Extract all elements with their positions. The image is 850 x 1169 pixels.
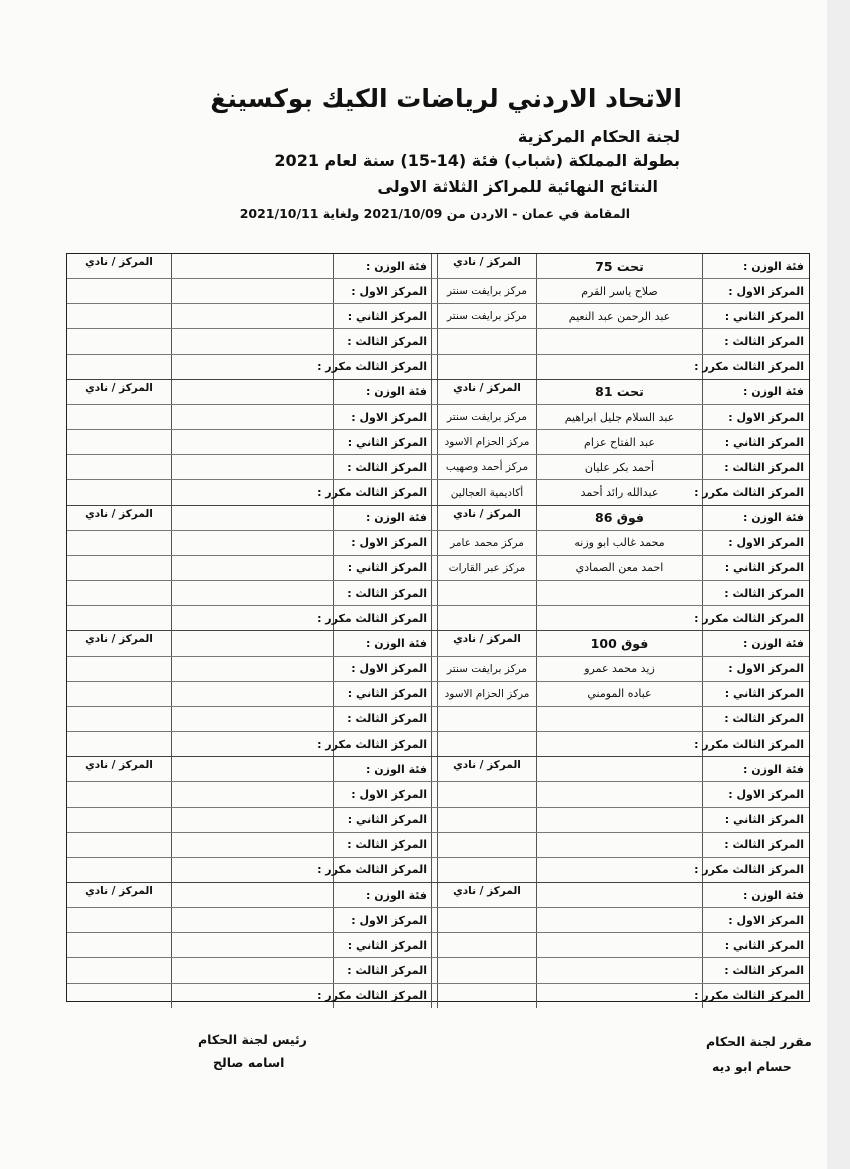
weight-block (67, 254, 809, 380)
athlete-name (536, 908, 702, 932)
athlete-name (171, 355, 333, 379)
athlete-name (171, 279, 333, 303)
club-name (67, 531, 171, 555)
athlete-name: عبد الرحمن عبد النعيم (536, 304, 702, 328)
weight-value: فوق 100 (536, 631, 702, 655)
column-gap (431, 757, 437, 781)
place-label: المركز الثاني : (333, 304, 431, 328)
club-name (437, 329, 536, 353)
place-label: المركز الثالث : (702, 581, 809, 605)
place-row (67, 984, 809, 1008)
club-name (67, 933, 171, 957)
column-gap (431, 506, 437, 530)
athlete-name (536, 808, 702, 832)
place-label: المركز الثاني : (333, 808, 431, 832)
place-label: المركز الثاني : (702, 933, 809, 957)
club-header: المركز / نادي (85, 884, 153, 897)
club-name: مركز برايفت سنتر (437, 279, 536, 303)
athlete-name (171, 556, 333, 580)
weight-value (171, 631, 333, 655)
club-header: المركز / نادي (437, 506, 536, 530)
column-gap (431, 556, 437, 580)
athlete-name (171, 329, 333, 353)
place-row (67, 304, 809, 329)
athlete-name (171, 405, 333, 429)
place-row (67, 279, 809, 304)
place-label: المركز الثالث : (702, 707, 809, 731)
club-name (437, 908, 536, 932)
athlete-name: احمد معن الصمادي (536, 556, 702, 580)
place-label: المركز الاول : (333, 908, 431, 932)
place-row (67, 808, 809, 833)
weight-value (171, 254, 333, 278)
place-label: المركز الثالث مكرر : (333, 480, 431, 504)
place-label: المركز الاول : (702, 405, 809, 429)
athlete-name (536, 782, 702, 806)
place-label: المركز الثالث مكرر : (333, 606, 431, 630)
club-name (67, 405, 171, 429)
place-row (67, 782, 809, 807)
weight-value (171, 506, 333, 530)
athlete-name (536, 958, 702, 982)
column-gap (431, 480, 437, 504)
club-header: المركز / نادي (437, 631, 536, 655)
club-name (437, 732, 536, 756)
athlete-name (171, 531, 333, 555)
rapporteur-name: حسام ابو ديه (712, 1059, 792, 1074)
weight-row (67, 380, 809, 405)
athlete-name (536, 858, 702, 882)
place-row (67, 581, 809, 606)
club-header: المركز / نادي (85, 256, 153, 268)
place-label: المركز الثالث مكرر : (333, 732, 431, 756)
club-name (437, 782, 536, 806)
club-name (67, 304, 171, 328)
place-label: المركز الثالث : (702, 833, 809, 857)
place-row (67, 833, 809, 858)
place-row (67, 682, 809, 707)
place-label: المركز الثالث مكرر : (702, 480, 809, 504)
place-row (67, 531, 809, 556)
place-label: المركز الثالث مكرر : (702, 732, 809, 756)
column-gap (431, 254, 437, 278)
club-name (437, 581, 536, 605)
place-label: المركز الاول : (333, 657, 431, 681)
athlete-name (171, 606, 333, 630)
athlete-name: عباده المومني (536, 682, 702, 706)
head-name: اسامه صالح (213, 1055, 285, 1070)
place-row (67, 707, 809, 732)
club-name (67, 606, 171, 630)
column-gap (431, 808, 437, 832)
federation-title: الاتحاد الاردني لرياضات الكيك بوكسينغ (210, 84, 682, 113)
place-row (67, 958, 809, 983)
weight-label: فئة الوزن : (702, 883, 809, 907)
athlete-name (536, 933, 702, 957)
place-label: المركز الثاني : (333, 556, 431, 580)
column-gap (431, 707, 437, 731)
place-label: المركز الثاني : (702, 808, 809, 832)
club-name (67, 279, 171, 303)
weight-label: فئة الوزن : (702, 380, 809, 404)
head-title: رئيس لجنة الحكام (198, 1032, 307, 1047)
club-name (67, 984, 171, 1008)
athlete-name (171, 430, 333, 454)
athlete-name (171, 480, 333, 504)
club-header: المركز / نادي (85, 381, 153, 394)
club-header: المركز / نادي (437, 380, 536, 404)
place-row (67, 858, 809, 882)
club-name (437, 606, 536, 630)
place-label: المركز الثالث مكرر : (333, 858, 431, 882)
place-label: المركز الثالث : (333, 833, 431, 857)
place-label: المركز الاول : (333, 531, 431, 555)
column-gap (431, 732, 437, 756)
weight-value: تحت 81 (536, 380, 702, 404)
place-row (67, 732, 809, 756)
place-label: المركز الثاني : (333, 430, 431, 454)
column-gap (431, 380, 437, 404)
club-name (67, 329, 171, 353)
club-name (67, 908, 171, 932)
club-name: مركز برايفت سنتر (437, 304, 536, 328)
place-label: المركز الثالث : (333, 581, 431, 605)
club-name: مركز الحزام الاسود (437, 430, 536, 454)
athlete-name (536, 606, 702, 630)
weight-value (171, 757, 333, 781)
column-gap (431, 329, 437, 353)
weight-block (67, 757, 809, 883)
column-gap (431, 455, 437, 479)
weight-label: فئة الوزن : (333, 506, 431, 530)
column-gap (431, 682, 437, 706)
club-name (437, 958, 536, 982)
club-name: مركز محمد عامر (437, 531, 536, 555)
weight-value (171, 380, 333, 404)
place-label: المركز الثاني : (333, 933, 431, 957)
column-gap (431, 355, 437, 379)
weight-label: فئة الوزن : (333, 631, 431, 655)
club-name (67, 858, 171, 882)
club-name (67, 430, 171, 454)
rapporteur-title: مقرر لجنة الحكام (706, 1034, 812, 1049)
place-row (67, 480, 809, 504)
column-gap (431, 657, 437, 681)
club-header: المركز / نادي (437, 757, 536, 781)
place-label: المركز الاول : (333, 279, 431, 303)
championship-title: بطولة المملكة (شباب) فئة (14-15) سنة لعام 2021 (274, 151, 680, 170)
athlete-name (536, 329, 702, 353)
weight-label: فئة الوزن : (702, 254, 809, 278)
results-table (66, 253, 810, 1002)
athlete-name: أحمد بكر عليان (536, 455, 702, 479)
athlete-name (171, 707, 333, 731)
place-label: المركز الثاني : (702, 682, 809, 706)
club-name (67, 958, 171, 982)
place-row (67, 329, 809, 354)
club-name: مركز أحمد وصهيب (437, 455, 536, 479)
place-label: المركز الاول : (702, 531, 809, 555)
place-row (67, 606, 809, 630)
place-label: المركز الثالث مكرر : (702, 984, 809, 1008)
athlete-name: عبد الفتاح عزام (536, 430, 702, 454)
column-gap (431, 405, 437, 429)
place-label: المركز الاول : (333, 782, 431, 806)
athlete-name (171, 808, 333, 832)
athlete-name (536, 732, 702, 756)
club-name (67, 732, 171, 756)
club-name: أكاديمية العجالين (437, 480, 536, 504)
weight-block (67, 506, 809, 632)
athlete-name (171, 933, 333, 957)
club-header: المركز / نادي (85, 759, 153, 772)
place-label: المركز الثالث : (333, 958, 431, 982)
athlete-name (171, 304, 333, 328)
column-gap (431, 304, 437, 328)
place-label: المركز الثاني : (702, 304, 809, 328)
place-label: المركز الثالث : (702, 455, 809, 479)
column-gap (431, 883, 437, 907)
place-row (67, 933, 809, 958)
place-row (67, 430, 809, 455)
athlete-name (536, 355, 702, 379)
place-label: المركز الاول : (702, 782, 809, 806)
place-row (67, 908, 809, 933)
club-name (67, 707, 171, 731)
place-label: المركز الثالث مكرر : (702, 355, 809, 379)
club-header: المركز / نادي (85, 507, 153, 520)
athlete-name (171, 455, 333, 479)
weight-label: فئة الوزن : (333, 254, 431, 278)
column-gap (431, 782, 437, 806)
weight-row (67, 883, 809, 908)
club-name (437, 933, 536, 957)
place-row (67, 556, 809, 581)
weight-row (67, 254, 809, 279)
athlete-name: عبد السلام جليل ابراهيم (536, 405, 702, 429)
column-gap (431, 606, 437, 630)
athlete-name (171, 782, 333, 806)
place-row (67, 657, 809, 682)
club-name: مركز برايفت سنتر (437, 657, 536, 681)
weight-label: فئة الوزن : (702, 757, 809, 781)
athlete-name (536, 707, 702, 731)
club-header: المركز / نادي (437, 883, 536, 907)
weight-label: فئة الوزن : (333, 380, 431, 404)
place-label: المركز الثاني : (702, 556, 809, 580)
weight-value: فوق 86 (536, 506, 702, 530)
athlete-name (171, 732, 333, 756)
weight-value (171, 883, 333, 907)
club-name (437, 808, 536, 832)
weight-block (67, 380, 809, 506)
weight-label: فئة الوزن : (333, 757, 431, 781)
club-name (437, 858, 536, 882)
results-title: النتائج النهائية للمراكز الثلاثة الاولى (377, 177, 658, 196)
column-gap (431, 933, 437, 957)
place-label: المركز الثالث : (333, 707, 431, 731)
weight-block (67, 883, 809, 1008)
weight-row (67, 757, 809, 782)
page-edge (827, 0, 850, 1169)
club-name (67, 833, 171, 857)
weight-value (536, 883, 702, 907)
weight-label: فئة الوزن : (702, 631, 809, 655)
club-name: مركز عبر القارات (437, 556, 536, 580)
column-gap (431, 984, 437, 1008)
column-gap (431, 531, 437, 555)
club-name (67, 581, 171, 605)
club-name (437, 707, 536, 731)
venue-dates: المقامة في عمان - الاردن من 2021/10/09 ولغاية 2021/10/11 (239, 206, 630, 221)
athlete-name: عبدالله رائد أحمد (536, 480, 702, 504)
place-row (67, 405, 809, 430)
club-name (67, 480, 171, 504)
column-gap (431, 858, 437, 882)
club-name (437, 833, 536, 857)
place-label: المركز الثالث مكرر : (333, 984, 431, 1008)
place-label: المركز الاول : (333, 405, 431, 429)
place-label: المركز الثالث مكرر : (702, 858, 809, 882)
club-name (437, 355, 536, 379)
place-label: المركز الثاني : (333, 682, 431, 706)
place-row (67, 455, 809, 480)
athlete-name (171, 657, 333, 681)
place-label: المركز الثاني : (702, 430, 809, 454)
weight-value: تحت 75 (536, 254, 702, 278)
weight-row (67, 506, 809, 531)
column-gap (431, 581, 437, 605)
place-label: المركز الثالث : (702, 329, 809, 353)
athlete-name (171, 908, 333, 932)
athlete-name (536, 581, 702, 605)
place-label: المركز الاول : (702, 279, 809, 303)
column-gap (431, 908, 437, 932)
club-name (67, 782, 171, 806)
athlete-name (171, 833, 333, 857)
club-name (437, 984, 536, 1008)
club-name (67, 682, 171, 706)
weight-block (67, 631, 809, 757)
athlete-name (171, 581, 333, 605)
place-label: المركز الثالث : (333, 329, 431, 353)
place-label: المركز الثالث : (333, 455, 431, 479)
committee-title: لجنة الحكام المركزية (517, 127, 680, 146)
athlete-name (171, 984, 333, 1008)
weight-row (67, 631, 809, 656)
club-name (67, 556, 171, 580)
place-row (67, 355, 809, 379)
club-name (67, 455, 171, 479)
column-gap (431, 631, 437, 655)
club-header: المركز / نادي (85, 633, 153, 646)
place-label: المركز الاول : (702, 657, 809, 681)
place-label: المركز الثالث : (702, 958, 809, 982)
weight-value (536, 757, 702, 781)
athlete-name (536, 984, 702, 1008)
column-gap (431, 833, 437, 857)
club-name (67, 657, 171, 681)
athlete-name: زيد محمد عمرو (536, 657, 702, 681)
weight-label: فئة الوزن : (702, 506, 809, 530)
column-gap (431, 279, 437, 303)
club-header: المركز / نادي (437, 254, 536, 278)
place-label: المركز الثالث مكرر : (333, 355, 431, 379)
athlete-name: صلاح ياسر القرم (536, 279, 702, 303)
place-label: المركز الثالث مكرر : (702, 606, 809, 630)
place-label: المركز الاول : (702, 908, 809, 932)
club-name: مركز الحزام الاسود (437, 682, 536, 706)
athlete-name (171, 958, 333, 982)
weight-label: فئة الوزن : (333, 883, 431, 907)
club-name (67, 808, 171, 832)
athlete-name (536, 833, 702, 857)
athlete-name: محمد غالب ابو وزنه (536, 531, 702, 555)
column-gap (431, 430, 437, 454)
club-name: مركز برايفت سنتر (437, 405, 536, 429)
athlete-name (171, 858, 333, 882)
column-gap (431, 958, 437, 982)
athlete-name (171, 682, 333, 706)
club-name (67, 355, 171, 379)
